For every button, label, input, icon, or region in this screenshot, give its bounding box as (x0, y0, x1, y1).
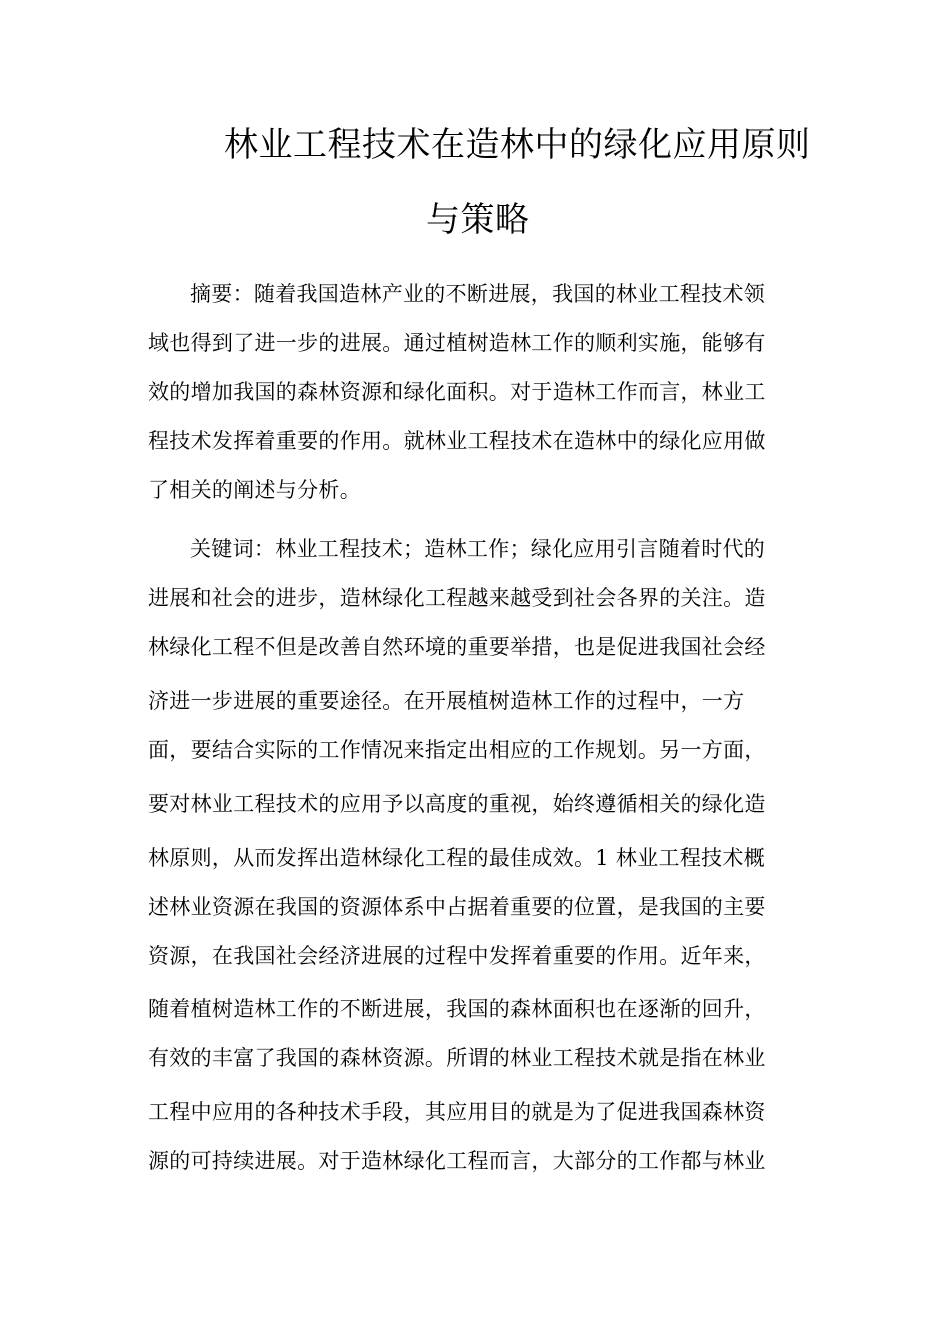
body-line: 林绿化工程不但是改善自然环境的重要举措，也是促进我国社会经 (148, 635, 766, 659)
abstract-line: 域也得到了进一步的进展。通过植树造林工作的顺利实施，能够有 (148, 331, 766, 355)
body-line: 面，要结合实际的工作情况来指定出相应的工作规划。另一方面， (148, 738, 766, 762)
body-line: 资源，在我国社会经济进展的过程中发挥着重要的作用。近年来， (148, 944, 766, 968)
body-line: 进展和社会的进步，造林绿化工程越来越受到社会各界的关注。造 (148, 586, 766, 610)
body-line: 要对林业工程技术的应用予以高度的重视，始终遵循相关的绿化造 (148, 792, 766, 816)
body-line: 林原则，从而发挥出造林绿化工程的最佳成效。1 林业工程技术概 (148, 846, 766, 870)
document-title-line-1: 林业工程技术在造林中的绿化应用原则 (224, 125, 811, 165)
body-line: 述林业资源在我国的资源体系中占据着重要的位置，是我国的主要 (148, 895, 766, 919)
body-line: 济进一步进展的重要途径。在开展植树造林工作的过程中，一方 (148, 689, 745, 713)
abstract-line: 程技术发挥着重要的作用。就林业工程技术在造林中的绿化应用做 (148, 429, 766, 453)
body-line: 有效的丰富了我国的森林资源。所谓的林业工程技术就是指在林业 (148, 1046, 766, 1070)
body-line: 工程中应用的各种技术手段，其应用目的就是为了促进我国森林资 (148, 1100, 766, 1124)
abstract-line: 了相关的阐述与分析。 (148, 478, 361, 502)
abstract-line: 摘要：随着我国造林产业的不断进展，我国的林业工程技术领 (190, 282, 766, 306)
document-title-line-2: 与策略 (426, 200, 530, 240)
abstract-line: 效的增加我国的森林资源和绿化面积。对于造林工作而言，林业工 (148, 380, 766, 404)
keywords-line: 关键词：林业工程技术；造林工作；绿化应用引言随着时代的 (190, 537, 766, 561)
body-line: 随着植树造林工作的不断进展，我国的森林面积也在逐渐的回升， (148, 997, 766, 1021)
body-line: 源的可持续进展。对于造林绿化工程而言，大部分的工作都与林业 (148, 1149, 766, 1173)
